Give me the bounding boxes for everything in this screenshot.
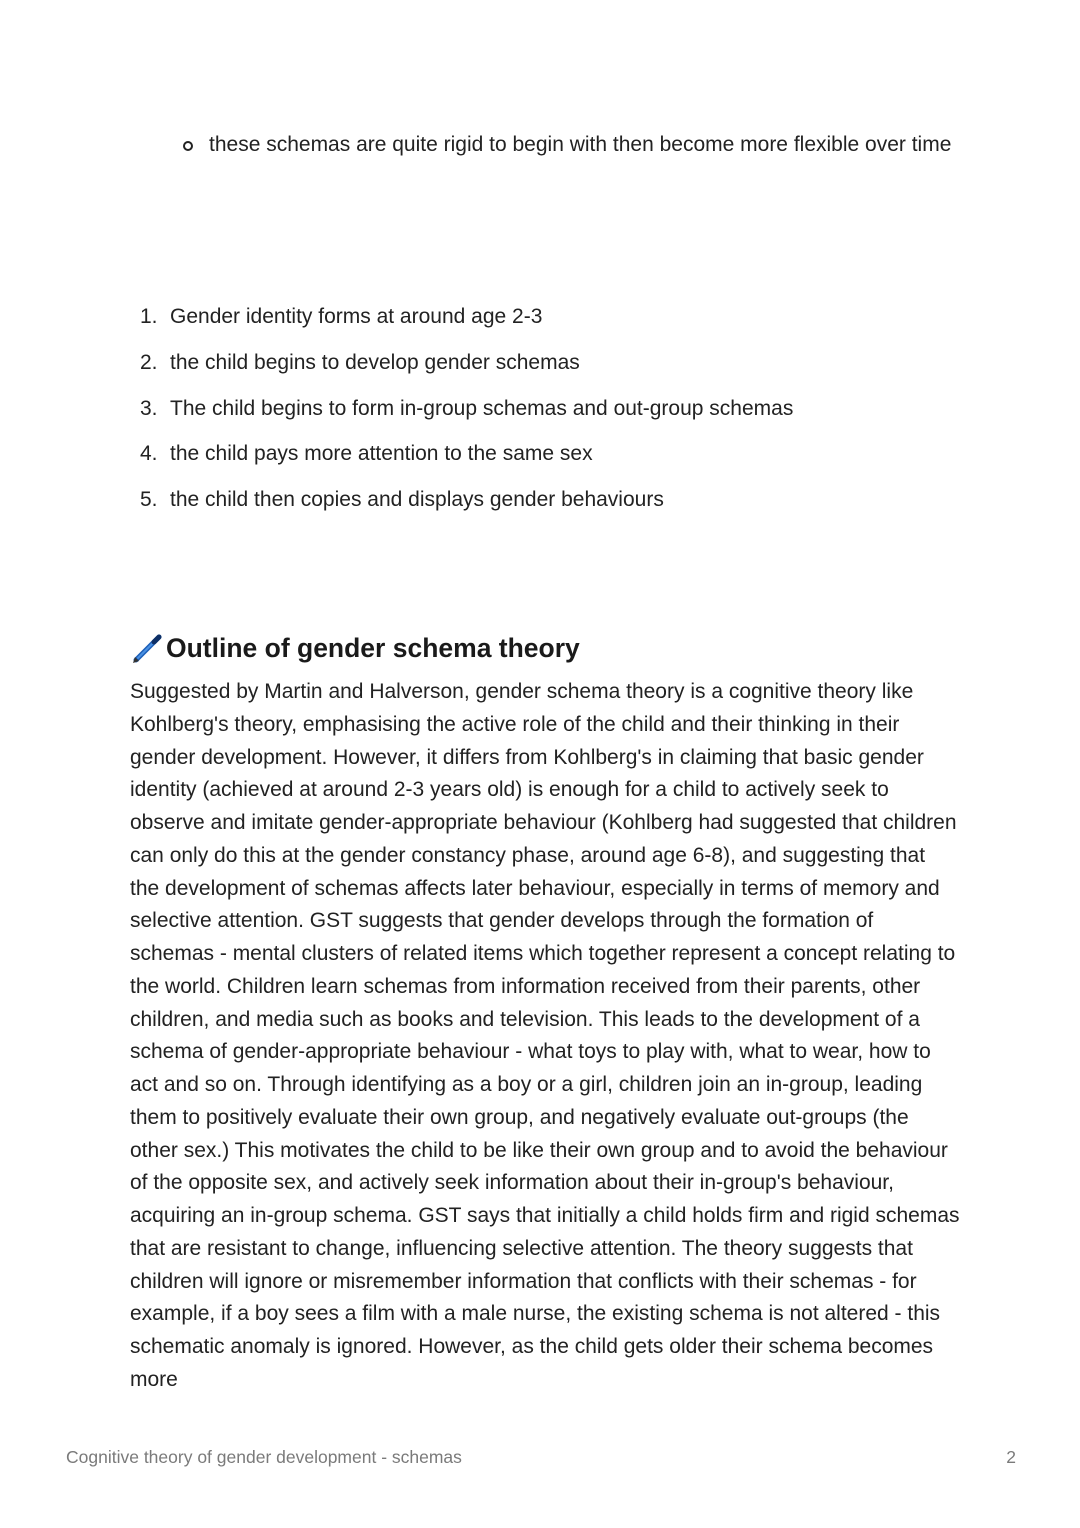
list-item — [140, 342, 940, 388]
list-item — [140, 479, 940, 525]
list-number: 5. — [140, 488, 158, 512]
section-heading — [130, 628, 580, 668]
list-number: 4. — [140, 442, 158, 466]
numbered-list — [140, 296, 940, 525]
bullet-item — [183, 128, 953, 161]
list-number: 3. — [140, 396, 158, 420]
pen-icon — [130, 631, 164, 665]
list-number: 1. — [140, 305, 158, 328]
page-number: 2 — [1006, 1447, 1016, 1467]
section-body: Suggested by Martin and Halverson, gender schema theory is a cognitive theory like Kohlberg's theory, emphasising the active role of the child and their thinking in their gender development. However, it differs from Kohlberg's in claiming that basic gender identity (achieved at around 2-3 years old) is enough for a child to actively seek to observe and imitate gender-appropriate behaviour (Kohlberg had suggested that children can only do this at the gender constancy phase, around age 6-8), and suggesting that the development of schemas affects later behaviour, especially in terms of memory and selective attention. GST suggests that gender develops through the formation of schemas - mental clusters of related items which together represent a concept relating to the world. Children learn schemas from information received from their parents, other children, and media such as books and television. This leads to the development of a schema of gender-appropriate behaviour - what toys to play with, what to wear, how to act and so on. Through identifying as a boy or a girl, children join an in-group, leading them to positively evaluate their own group, and negatively evaluate out-groups (the other sex.) This motivates the child to be like their own group and to avoid the behaviour of the opposite sex, and actively seek information about their in-group's behaviour, acquiring an in-group schema. GST says that initially a child holds firm and rigid schemas that are resistant to change, influencing selective attention. The theory suggests that children will ignore or misremember information that conflicts with their schemas - for example, if a boy sees a film with a male nurse, the existing schema is not altered - this schematic anomaly is ignored. However, as the child gets older their schema becomes more — [130, 680, 960, 1391]
list-number: 2. — [140, 350, 158, 374]
list-item-text: Gender identity forms at around age 2-3 — [170, 305, 543, 328]
bullet-list — [183, 128, 953, 161]
list-item-text: the child then copies and displays gender behaviours — [170, 488, 664, 512]
list-item-text: the child begins to develop gender schemas — [170, 350, 580, 374]
list-item-text: the child pays more attention to the same sex — [170, 442, 593, 466]
list-item-text: The child begins to form in-group schemas and out-group schemas — [170, 396, 794, 420]
bullet-text: these schemas are quite rigid to begin with then become more flexible over time — [209, 133, 952, 156]
list-item — [140, 433, 940, 479]
list-item — [140, 296, 940, 342]
list-item — [140, 388, 940, 434]
footer-document-title: Cognitive theory of gender development - schemas — [66, 1447, 462, 1467]
bullet-marker — [183, 141, 193, 151]
section-title: Outline of gender schema theory — [166, 633, 580, 663]
